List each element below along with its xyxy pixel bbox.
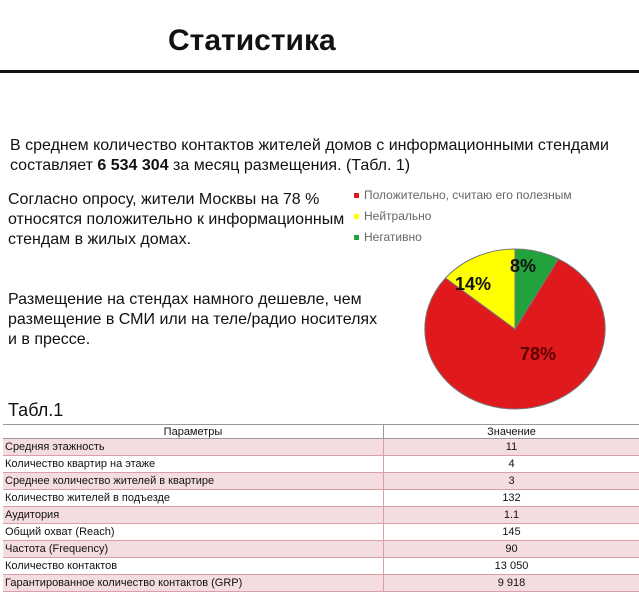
value-cell: 11 [384, 439, 639, 456]
table-row [3, 490, 639, 507]
cost-paragraph: Размещение на стендах намного дешевле, чем размещение в СМИ или на теле/радио носителях и в прессе. [8, 291, 378, 348]
header-parameters: Параметры [3, 425, 384, 439]
table-row [3, 524, 639, 541]
pie-label-negative: 8% [509, 256, 537, 276]
parameter-cell: Количество жителей в подъезде [3, 490, 384, 507]
value-cell: 13 050 [384, 558, 639, 575]
table-row [3, 456, 639, 473]
contacts-paragraph [10, 136, 630, 176]
legend-marker-negative [354, 235, 359, 240]
contacts-text-start: В среднем количество контактов жителей домов с информационными стендами составляет [10, 137, 609, 174]
value-cell: 9 918 [384, 575, 639, 592]
contacts-number: 6 534 304 [97, 157, 169, 174]
parameter-cell: Общий охват (Reach) [3, 524, 384, 541]
parameter-cell: Количество квартир на этаже [3, 456, 384, 473]
table-label: Табл.1 [8, 400, 64, 420]
value-cell: 4 [384, 456, 639, 473]
legend-label-neutral: Нейтрально [364, 209, 432, 223]
value-cell: 132 [384, 490, 639, 507]
table-row [3, 575, 639, 592]
legend-label-positive: Положительно, считаю его полезным [364, 188, 572, 202]
value-cell: 90 [384, 541, 639, 558]
parameter-cell: Количество контактов [3, 558, 384, 575]
value-cell: 1.1 [384, 507, 639, 524]
table-row [3, 541, 639, 558]
legend-item-positive [354, 188, 572, 209]
table-row [3, 439, 639, 456]
legend-marker-neutral [354, 214, 359, 219]
legend-marker-positive [354, 193, 359, 198]
value-cell: 3 [384, 473, 639, 490]
pie-label-neutral: 14% [454, 274, 492, 294]
pie-chart [420, 242, 610, 412]
parameter-cell: Гарантированное количество контактов (GRP) [3, 575, 384, 592]
header-value: Значение [384, 425, 639, 439]
parameter-cell: Аудитория [3, 507, 384, 524]
table-header-row [3, 425, 639, 439]
parameter-cell: Среднее количество жителей в квартире [3, 473, 384, 490]
pie-label-positive: 78% [519, 344, 557, 364]
survey-paragraph: Согласно опросу, жители Москвы на 78 % относятся положительно к информационным стендам в жилых домах. [8, 191, 345, 248]
legend-label-negative: Негативно [364, 230, 422, 244]
value-cell: 145 [384, 524, 639, 541]
parameter-cell: Частота (Frequency) [3, 541, 384, 558]
contacts-text-end: за месяц размещения. (Табл. 1) [168, 157, 411, 174]
table-row [3, 507, 639, 524]
table-row [3, 473, 639, 490]
parameter-cell: Средняя этажность [3, 439, 384, 456]
parameters-table [3, 424, 639, 592]
table-row [3, 558, 639, 575]
title-divider [0, 70, 639, 73]
legend-item-neutral [354, 209, 572, 230]
page-title: Статистика [168, 24, 336, 57]
